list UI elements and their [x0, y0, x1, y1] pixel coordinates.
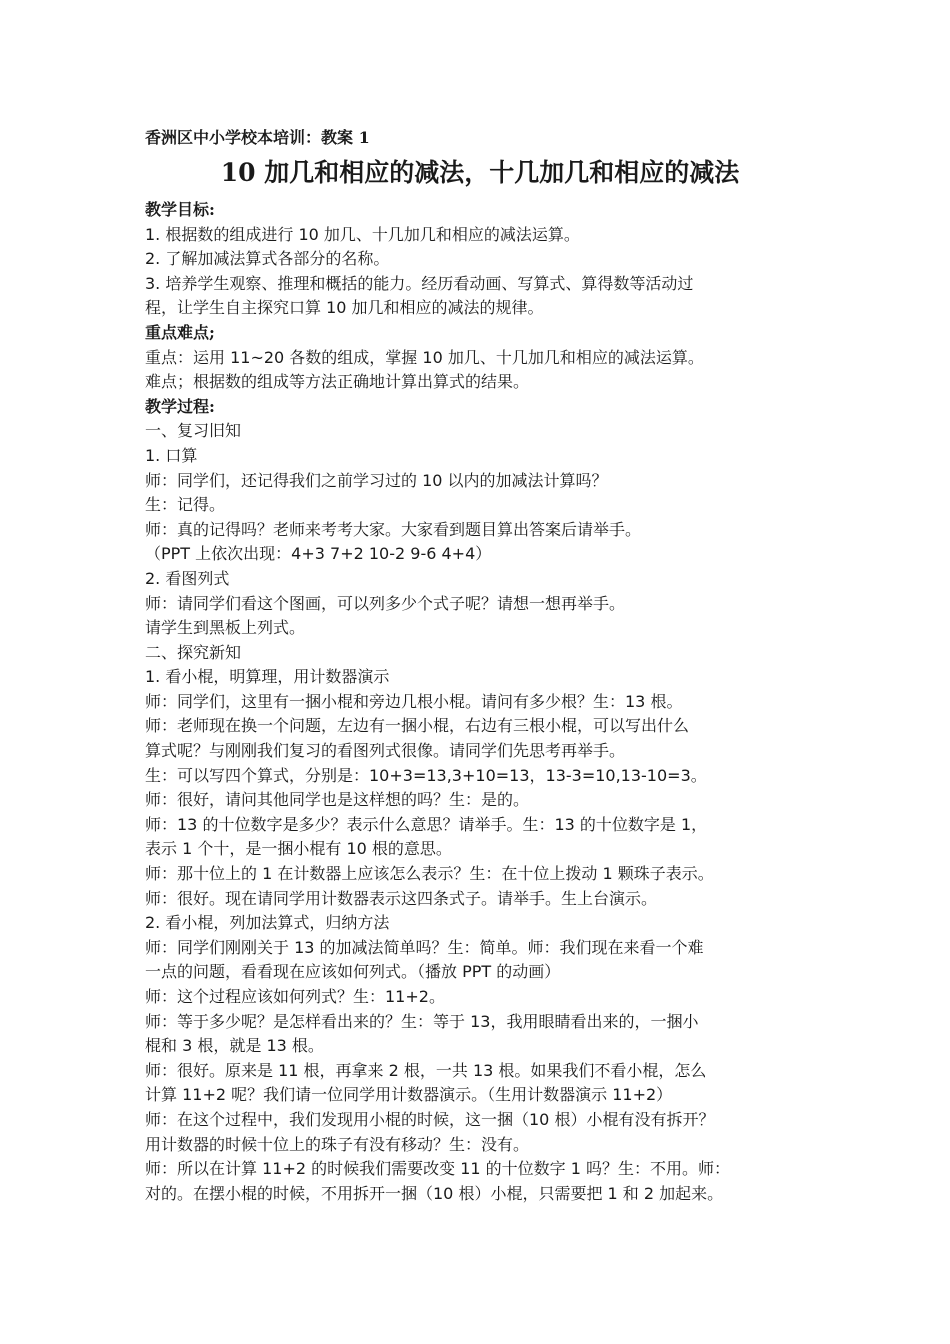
text-line: 师：所以在计算 11+2 的时候我们需要改变 11 的十位数字 1 吗？生：不用。师： [145, 1159, 731, 1179]
text-line: 师：同学们，这里有一捆小棍和旁边几根小棍。请问有多少根？生：13 根。 [145, 691, 683, 711]
document-page [145, 126, 815, 1206]
document-body [145, 198, 815, 1206]
text-line: 3. 培养学生观察、推理和概括的能力。经历看动画、写算式、算得数等活动过 [145, 273, 694, 293]
text-line: 师：很好。原来是 11 根，再拿来 2 根，一共 13 根。如果我们不看小棍，怎么 [145, 1060, 707, 1080]
text-line: 一、复习旧知 [145, 421, 242, 441]
text-line: 师：同学们，还记得我们之前学习过的 10 以内的加减法计算吗？ [145, 470, 608, 490]
text-line: 请学生到黑板上列式。 [145, 618, 306, 638]
text-line: 一点的问题，看看现在应该如何列式。（播放 PPT 的动画） [145, 962, 561, 982]
text-line: 计算 11+2 呢？我们请一位同学用计数器演示。（生用计数器演示 11+2） [145, 1085, 673, 1105]
text-line: 师：很好。现在请同学用计数器表示这四条式子。请举手。生上台演示。 [145, 888, 658, 908]
text-line: 师：那十位上的 1 在计数器上应该怎么表示？生：在十位上拨动 1 颗珠子表示。 [145, 864, 714, 884]
text-line: 1. 看小棍，明算理，用计数器演示 [145, 667, 390, 687]
text-line: 重点：运用 11~20 各数的组成，掌握 10 加几、十几加几和相应的减法运算。 [145, 347, 704, 367]
text-line: 生：记得。 [145, 495, 226, 515]
text-line: 程，让学生自主探究口算 10 加几和相应的减法的规律。 [145, 298, 544, 318]
text-line: 二、探究新知 [145, 642, 242, 662]
text-line: 1. 根据数的组成进行 10 加几、十几加几和相应的减法运算。 [145, 224, 580, 244]
text-line: 师：同学们刚刚关于 13 的加减法简单吗？生：简单。师：我们现在来看一个难 [145, 937, 704, 957]
text-line: 师：请同学们看这个图画，可以列多少个式子呢？请想一想再举手。 [145, 593, 626, 613]
text-line: 难点；根据数的组成等方法正确地计算出算式的结果。 [145, 372, 530, 392]
document-title: 10 加几和相应的减法，十几加几和相应的减法 [220, 158, 740, 187]
section-heading: 重点难点; [145, 322, 215, 342]
text-line: 对的。在摆小棍的时候，不用拆开一捆（10 根）小棍，只需要把 1 和 2 加起来。 [145, 1183, 724, 1203]
text-line: 师：这个过程应该如何列式？生：11+2。 [145, 987, 445, 1006]
text-line: 师：等于多少呢？是怎样看出来的？生：等于 13，我用眼睛看出来的，一捆小 [145, 1011, 699, 1031]
text-line: 表示 1 个十，是一捆小棍有 10 根的意思。 [145, 839, 452, 859]
text-line: 1. 口算 [145, 445, 198, 465]
text-line: 师：很好，请问其他同学也是这样想的吗？生：是的。 [145, 790, 530, 810]
section-heading: 教学目标: [145, 200, 215, 219]
text-line: 师：13 的十位数字是多少？表示什么意思？请举手。生：13 的十位数字是 1， [145, 814, 708, 834]
text-line: 师：真的记得吗？老师来考考大家。大家看到题目算出答案后请举手。 [145, 519, 642, 539]
text-line: 师：在这个过程中，我们发现用小棍的时候，这一捆（10 根）小棍有没有拆开？ [145, 1109, 715, 1129]
text-line: 2. 看图列式 [145, 568, 230, 588]
text-line: 算式呢？与刚刚我们复习的看图列式很像。请同学们先思考再举手。 [145, 741, 626, 761]
text-line: 师：老师现在换一个问题，左边有一捆小棍，右边有三根小棍，可以写出什么 [145, 716, 690, 736]
section-heading: 教学过程: [145, 396, 215, 416]
document-header: 香洲区中小学校本培训：教案 1 [145, 128, 370, 147]
text-line: （PPT 上依次出现：4+3 7+2 10-2 9-6 4+4） [145, 544, 492, 564]
text-line: 生：可以写四个算式，分别是：10+3=13,3+10=13，13-3=10,13-10=3。 [145, 765, 707, 785]
text-line: 棍和 3 根，就是 13 根。 [145, 1036, 324, 1056]
text-line: 用计数器的时候十位上的珠子有没有移动？生：没有。 [145, 1134, 530, 1154]
text-line: 2. 看小棍，列加法算式，归纳方法 [145, 913, 390, 933]
text-line: 2. 了解加减法算式各部分的名称。 [145, 249, 390, 269]
